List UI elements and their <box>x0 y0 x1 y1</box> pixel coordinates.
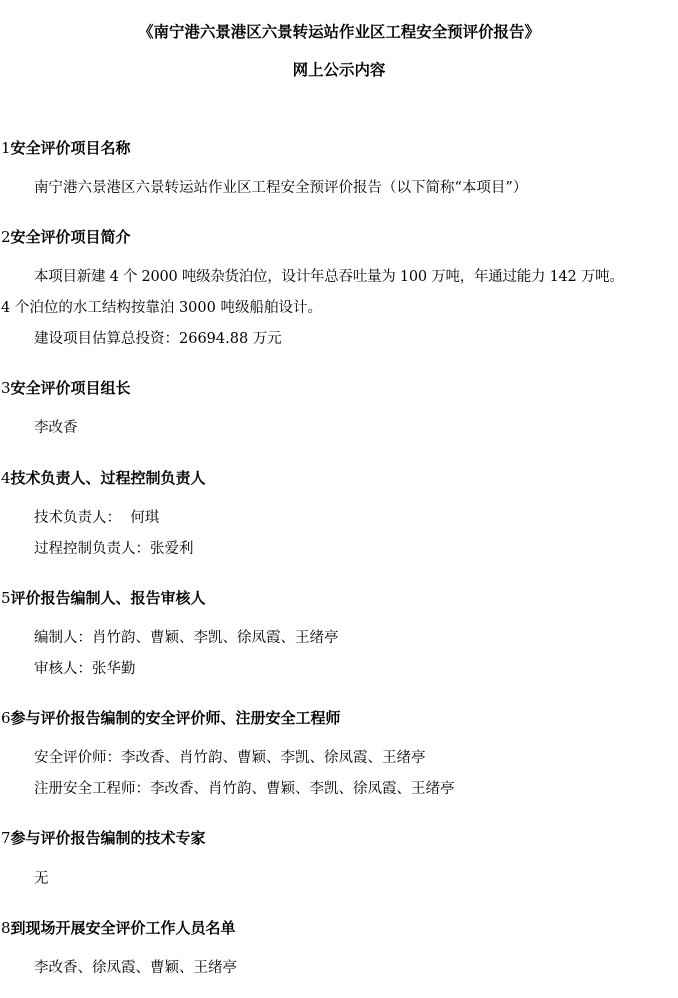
section-heading-5 <box>1 587 206 608</box>
section-number: 2 <box>1 228 11 246</box>
section-heading-6 <box>1 707 341 728</box>
section-number: 7 <box>1 829 11 847</box>
document-subtitle: 网上公示内容 <box>292 60 386 79</box>
section-title: 参与评价报告编制的安全评价师、注册安全工程师 <box>10 709 341 727</box>
section-heading-3 <box>1 377 131 398</box>
section-heading-4 <box>1 467 206 488</box>
section-title: 到现场开展安全评价工作人员名单 <box>10 919 236 937</box>
section-title: 参与评价报告编制的技术专家 <box>10 829 206 847</box>
section-line: 李改香、徐凤霞、曹颖、王绪亭 <box>34 960 237 976</box>
section-number: 5 <box>1 589 11 607</box>
section-title: 评价报告编制人、报告审核人 <box>10 589 206 607</box>
section-line: 南宁港六景港区六景转运站作业区工程安全预评价报告（以下简称“本项目”） <box>34 180 528 196</box>
section-heading-8 <box>1 917 236 938</box>
section-line: 安全评价师：李改香、肖竹韵、曹颖、李凯、徐凤霞、王绪亭 <box>34 750 426 766</box>
section-line: 李改香 <box>34 420 78 436</box>
section-number: 4 <box>1 469 11 487</box>
document-title: 《南宁港六景港区六景转运站作业区工程安全预评价报告》 <box>138 22 540 41</box>
section-number: 1 <box>1 139 11 157</box>
section-title: 安全评价项目组长 <box>10 379 131 397</box>
section-line: 技术负责人： 何琪 <box>34 510 160 526</box>
section-line: 审核人：张华勤 <box>34 661 136 677</box>
section-line: 无 <box>34 871 49 887</box>
section-line: 4 个泊位的水工结构按靠泊 3000 吨级船舶设计。 <box>1 300 322 316</box>
section-title: 技术负责人、过程控制负责人 <box>10 469 206 487</box>
section-line: 编制人：肖竹韵、曹颖、李凯、徐凤霞、王绪亭 <box>34 630 339 646</box>
section-title: 安全评价项目名称 <box>10 139 131 157</box>
section-heading-2 <box>1 226 131 247</box>
section-number: 8 <box>1 919 11 937</box>
section-number: 3 <box>1 379 11 397</box>
section-line: 本项目新建 4 个 2000 吨级杂货泊位，设计年总吞吐量为 100 万吨，年通过能力 142 万吨。 <box>34 269 624 285</box>
section-line: 建设项目估算总投资：26694.88 万元 <box>34 331 282 347</box>
section-line: 过程控制负责人：张爱利 <box>34 541 194 557</box>
section-heading-7 <box>1 827 206 848</box>
section-heading-1 <box>1 137 131 158</box>
section-title: 安全评价项目简介 <box>10 228 131 246</box>
section-number: 6 <box>1 709 11 727</box>
section-line: 注册安全工程师：李改香、肖竹韵、曹颖、李凯、徐凤霞、王绪亭 <box>34 781 455 797</box>
